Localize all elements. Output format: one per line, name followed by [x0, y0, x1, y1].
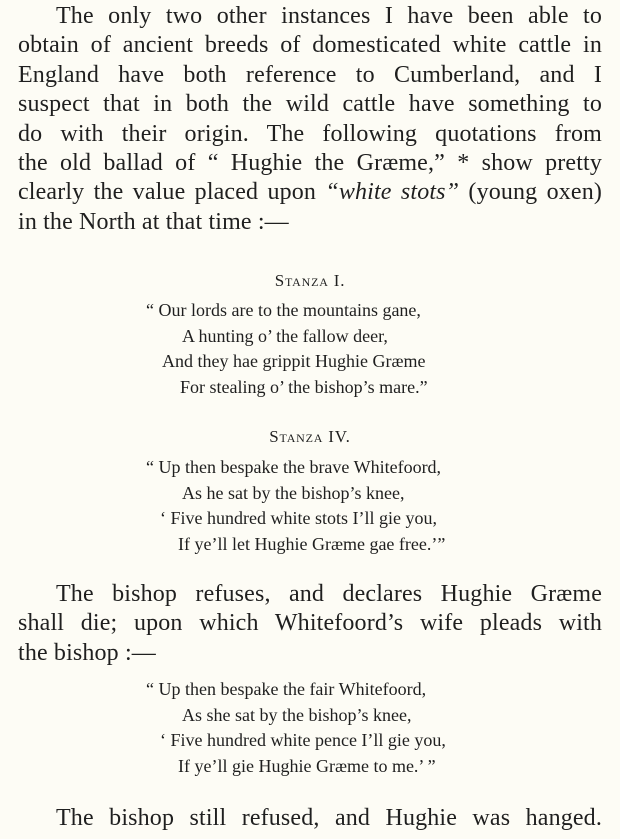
text-line: the old ballad of “ Hughie the Græme,” * show pretty — [18, 150, 602, 177]
stanza-heading: Stanza IV. — [269, 427, 351, 446]
text-line: obtain of ancient breeds of domesticated white cattle in — [18, 32, 602, 59]
text-line: England have both reference to Cumberland, and I — [18, 61, 602, 88]
text-line: shall die; upon which Whitefoord’s wife pleads with — [18, 610, 602, 637]
text-line — [18, 178, 602, 207]
verse-line: ‘ Five hundred white pence I’ll gie you, — [160, 730, 446, 750]
text-line: The bishop refuses, and declares Hughie Græme — [56, 581, 602, 607]
verse-stanza — [146, 298, 428, 400]
verse-line: ‘ Five hundred white stots I’ll gie you, — [160, 508, 437, 528]
text-segment: clearly the value placed upon — [18, 179, 326, 206]
verse-stanza — [146, 455, 445, 557]
verse-line: “ Up then bespake the brave Whitefoord, — [146, 457, 442, 477]
verse-line: As he sat by the bishop’s knee, — [182, 482, 405, 503]
text-line: The bishop still refused, and Hughie was hanged. — [56, 805, 602, 831]
verse-line: If ye’ll let Hughie Græme gae free.’” — [178, 533, 446, 554]
text-line: suspect that in both the wild cattle have something to — [18, 91, 602, 118]
text-segment: (young oxen) — [459, 179, 603, 206]
verse-line: If ye’ll gie Hughie Græme to me.’ ” — [178, 755, 436, 776]
text-line: the bishop :— — [18, 639, 156, 666]
text-line: The only two other instances I have been able to — [56, 3, 602, 29]
text-line: in the North at that time :— — [18, 208, 289, 235]
verse-stanza — [146, 677, 446, 779]
verse-line: As she sat by the bishop’s knee, — [182, 704, 412, 725]
intro-paragraph — [18, 2, 602, 237]
verse-line: “ Up then bespake the fair Whitefoord, — [146, 679, 427, 699]
stanza-heading: Stanza I. — [274, 271, 346, 290]
verse-line: For stealing o’ the bishop’s mare.” — [180, 376, 428, 397]
italic-phrase: “white stots” — [325, 179, 460, 206]
verse-line: And they hae grippit Hughie Græme — [162, 351, 426, 371]
verse-line: “ Our lords are to the mountains gane, — [146, 300, 421, 320]
narrative-paragraph — [18, 580, 602, 668]
verse-line: A hunting o’ the fallow deer, — [182, 325, 388, 346]
closing-paragraph — [18, 804, 602, 833]
text-line: do with their origin. The following quotations from — [18, 120, 602, 147]
